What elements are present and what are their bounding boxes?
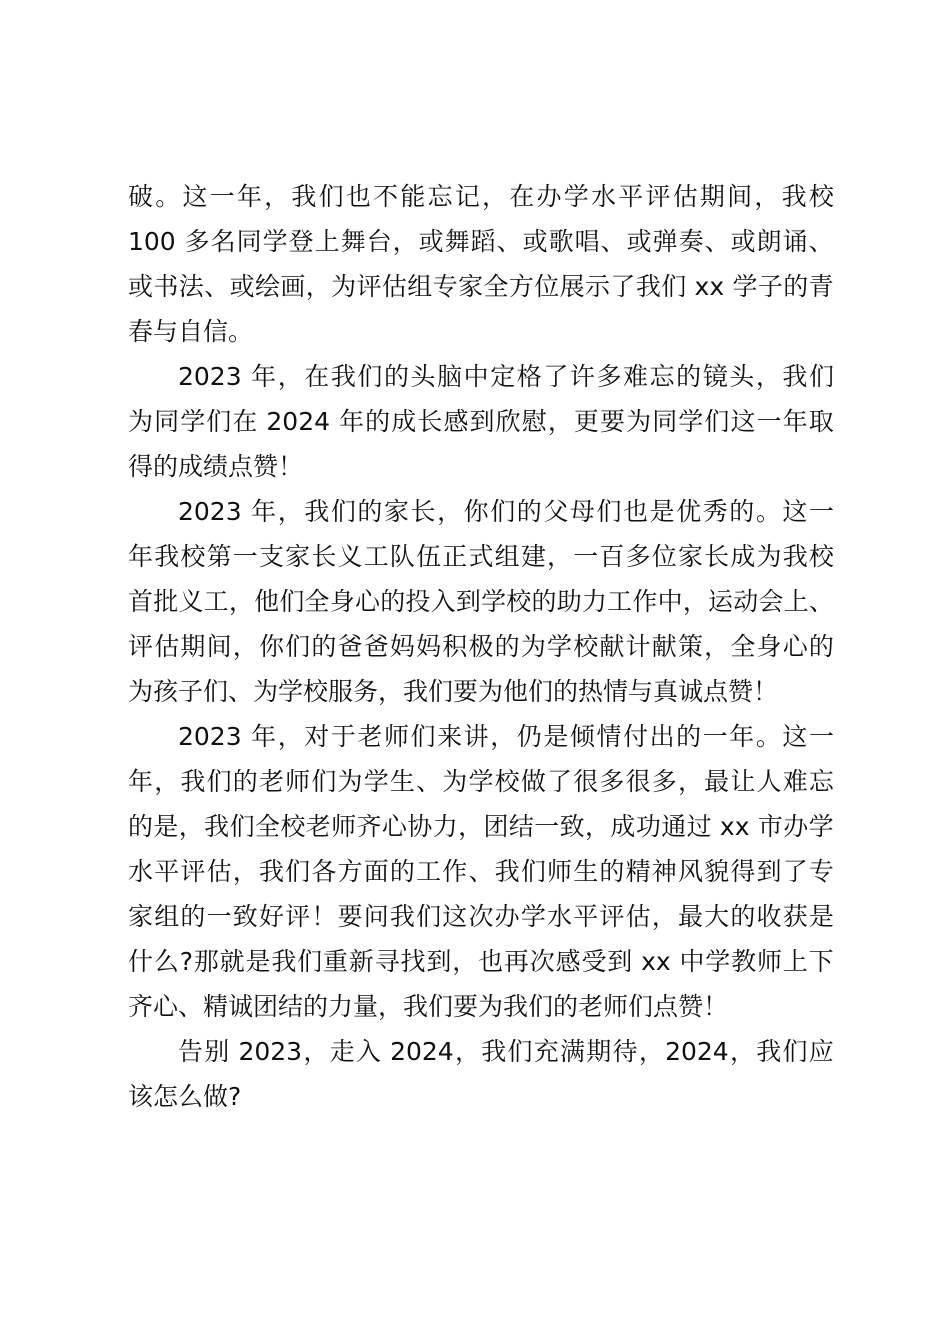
paragraph [128,714,834,1029]
text-line: 为 同 学 们 在 2024 年 的 成 长 感 到 欣 慰 ， 更 要 为 同 学 们 这 一 年 取 [128,407,834,436]
text-line: 什 么 ? 那 就 是 我 们 重 新 寻 找 到 ， 也 再 次 感 受 到 xx 中 学 教 师 上 下 [128,947,834,976]
text-line: 得的成绩点赞！ [128,452,304,481]
paragraph [128,174,834,354]
text-line: 首 批 义 工 ， 他 们 全 身 心 的 投 入 到 学 校 的 助 力 工 作 中 ， 运 动 会 上 、 [128,587,834,616]
text-line: 齐心、精诚团结的力量，我们要为我们的老师们点赞！ [128,992,729,1021]
text-line: 的 是 ， 我 们 全 校 老 师 齐 心 协 力 ， 团 结 一 致 ， 成 功 通 过 xx 市 办 学 [128,812,834,841]
text-line: 告 别 2023 ， 走 入 2024 ， 我 们 充 满 期 待 ， 2024 ， 我 们 应 [178,1037,834,1066]
text-line: 春与自信。 [128,317,254,346]
text-line: 或 书 法 、 或 绘 画 ， 为 评 估 组 专 家 全 方 位 展 示 了 我 们 xx 学 子 的 青 [128,272,834,301]
text-line: 2023 年 ， 在 我 们 的 头 脑 中 定 格 了 许 多 难 忘 的 镜 头 ， 我 们 [178,362,834,391]
paragraph [128,1029,834,1119]
text-line: 2023 年 ， 对 于 老 师 们 来 讲 ， 仍 是 倾 情 付 出 的 一 年 。 这 一 [178,722,834,751]
text-line: 家 组 的 一 致 好 评 ！ 要 问 我 们 这 次 办 学 水 平 评 估 ， 最 大 的 收 获 是 [128,902,834,931]
text-line: 2023 年 ， 我 们 的 家 长 ， 你 们 的 父 母 们 也 是 优 秀 的 。 这 一 [178,497,834,526]
paragraph [128,489,834,714]
text-line: 为孩子们、为学校服务，我们要为他们的热情与真诚点赞！ [128,677,779,706]
text-line: 破 。 这 一 年 ， 我 们 也 不 能 忘 记 ， 在 办 学 水 平 评 估 期 间 ， 我 校 [128,182,834,211]
text-line: 年 ， 我 们 的 老 师 们 为 学 生 、 为 学 校 做 了 很 多 很 多 ， 最 让 人 难 忘 [128,767,834,796]
text-line: 年 我 校 第 一 支 家 长 义 工 队 伍 正 式 组 建 ， 一 百 多 位 家 长 成 为 我 校 [128,542,834,571]
paragraph [128,354,834,489]
text-line: 水 平 评 估 ， 我 们 各 方 面 的 工 作 、 我 们 师 生 的 精 神 风 貌 得 到 了 专 [128,857,834,886]
document-body [128,174,834,1119]
text-line: 100 多 名 同 学 登 上 舞 台 ， 或 舞 蹈 、 或 歌 唱 、 或 弹 奏 、 或 朗 诵 、 [128,227,834,256]
text-line: 评 估 期 间 ， 你 们 的 爸 爸 妈 妈 积 极 的 为 学 校 献 计 献 策 ， 全 身 心 的 [128,632,834,661]
text-line: 该怎么做? [128,1082,242,1111]
